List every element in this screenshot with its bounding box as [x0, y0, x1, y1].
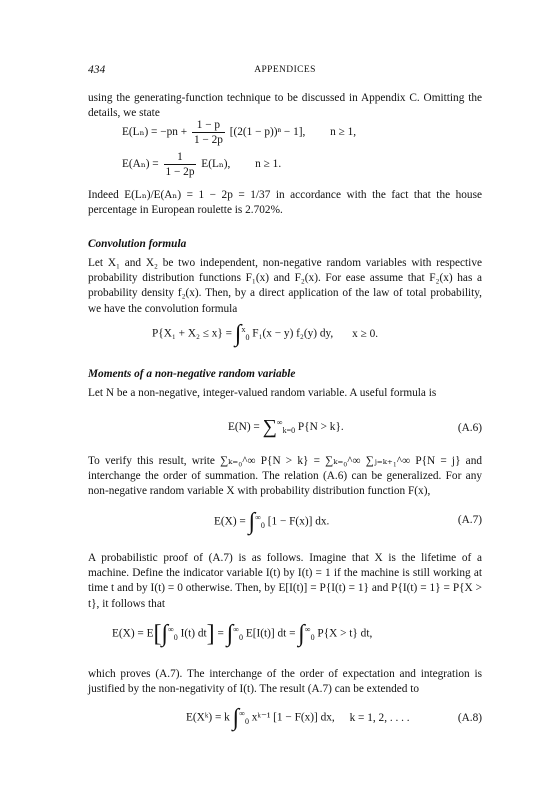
lower-limit: 0 [173, 632, 178, 642]
upper-limit: ∞ [276, 418, 283, 427]
integral-sign: ∫ [232, 705, 240, 731]
equals-sign: = [217, 627, 224, 640]
paragraph-proof: A probabilistic proof of (A.7) is as follows. Imagine that X is the lifetime of a machine. Define the indicator variable I(t) by I(t) = 1 if the machine is still working at time t and by I(t) = 0 otherwise. Then, by E[I(t)] = P{I(t) = 1} and P{I(t) = 1} = P{X > t}, it follows that [88, 552, 482, 610]
equation-convolution [152, 322, 378, 346]
sum-sign: ∑ [262, 416, 277, 439]
lower-limit: 0 [260, 520, 265, 530]
paragraph-verify: To verify this result, write ∑ₖ₌₀^∞ P{N > k} = ∑ₖ₌₀^∞ ∑ⱼ₌ₖ₊₁^∞ P{N = j} and interchange the order of summation. The relation (A.6) can be generalized. For any non-negative random variable X with probability distribution function F(x), [88, 455, 482, 498]
eq-body: F₁(x − y) f₂(y) dy, [252, 327, 334, 340]
integral-sign: ∫ [226, 621, 234, 647]
denominator: 1 − 2p [193, 134, 223, 146]
section-title-convolution: Convolution formula [88, 238, 187, 250]
equation-expected-amount [122, 150, 281, 179]
lower-limit: 0 [238, 632, 243, 642]
equation-expected-loss [122, 118, 356, 147]
eq-body: P{X > t} dt, [317, 627, 373, 640]
integral-sign: ∫ [161, 621, 169, 647]
paragraph-house-percentage: Indeed E(Lₙ)/E(Aₙ) = 1 − 2p = 1/37 in accordance with the fact that the house percentage in European roulette is 2.702%. [88, 189, 482, 217]
paragraph-intro: using the generating-function technique to be discussed in Appendix C. Omitting the details, we state [88, 92, 482, 120]
eq-body: P{N > k}. [297, 420, 344, 433]
lower-limit: k=0 [282, 426, 296, 436]
eq-condition: x ≥ 0. [352, 327, 379, 340]
eq-condition: n ≥ 1, [330, 126, 357, 139]
eq-condition: n ≥ 1. [255, 158, 282, 171]
paragraph-moments-intro: Let N be a non-negative, integer-valued random variable. A useful formula is [88, 387, 437, 399]
numerator: 1 − p [192, 118, 225, 133]
eq-body: [1 − F(x)] dx. [267, 515, 330, 528]
fraction [192, 118, 225, 147]
equation-label-A6: (A.6) [457, 422, 482, 434]
fraction [164, 150, 197, 179]
eq-body: I(t) dt [180, 627, 207, 640]
left-bracket: [ [153, 621, 162, 647]
denominator: 1 − 2p [165, 166, 195, 178]
integral-sign: ∫ [248, 509, 256, 535]
eq-lhs: E(Aₙ) = [122, 158, 159, 171]
upper-limit: ∞ [233, 624, 239, 634]
eq-lhs: E(N) = [228, 420, 260, 433]
equation-A6 [228, 416, 344, 438]
eq-rhs: [(2(1 − p))ⁿ − 1], [229, 126, 306, 139]
eq-condition: k = 1, 2, . . . . [349, 711, 410, 724]
equation-label-A8: (A.8) [457, 712, 482, 724]
integral-sign: ∫ [298, 621, 305, 647]
page-number: 434 [88, 64, 106, 76]
eq-lhs: E(Lₙ) = −pn + [122, 126, 188, 139]
upper-limit: ∞ [239, 708, 245, 718]
eq-lhs: E(Xᵏ) = k [186, 711, 230, 724]
right-bracket: ] [206, 621, 215, 647]
lower-limit: 0 [245, 332, 250, 342]
upper-limit: x [241, 324, 246, 334]
running-title: APPENDICES [254, 65, 316, 75]
eq-lhs: E(X) = E [112, 627, 154, 640]
upper-limit: ∞ [168, 624, 174, 634]
upper-limit: ∞ [255, 512, 261, 522]
paragraph-conclusion: which proves (A.7). The interchange of the order of expectation and integration is justified by the non-negativity of I(t). The result (A.7) can be extended to [88, 668, 482, 696]
equation-A7 [214, 510, 329, 534]
eq-lhs: P{X₁ + X₂ ≤ x} = [152, 327, 233, 340]
equation-proof [112, 622, 372, 646]
equation-label-A7: (A.7) [457, 514, 482, 526]
eq-body: E[I(t)] dt = [245, 627, 296, 640]
section-title-moments: Moments of a non-negative random variable [88, 368, 296, 380]
upper-limit: ∞ [304, 624, 311, 634]
equation-A8 [186, 706, 410, 730]
eq-lhs: E(X) = [214, 515, 246, 528]
integral-sign: ∫ [234, 321, 242, 347]
paragraph-convolution: Let X₁ and X₂ be two independent, non-negative random variables with respective probability distribution functions F₁(x) and F₂(x). For ease assume that F₂(x) has a probability density f₂(x). Then, by a direct application of the law of total probability, we have the convolution formula [88, 257, 482, 315]
eq-rhs: E(Lₙ), [201, 158, 231, 171]
lower-limit: 0 [244, 716, 249, 726]
eq-body: xᵏ⁻¹ [1 − F(x)] dx, [251, 711, 335, 724]
lower-limit: 0 [310, 632, 315, 642]
numerator: 1 [164, 150, 197, 165]
page-header [88, 64, 482, 78]
